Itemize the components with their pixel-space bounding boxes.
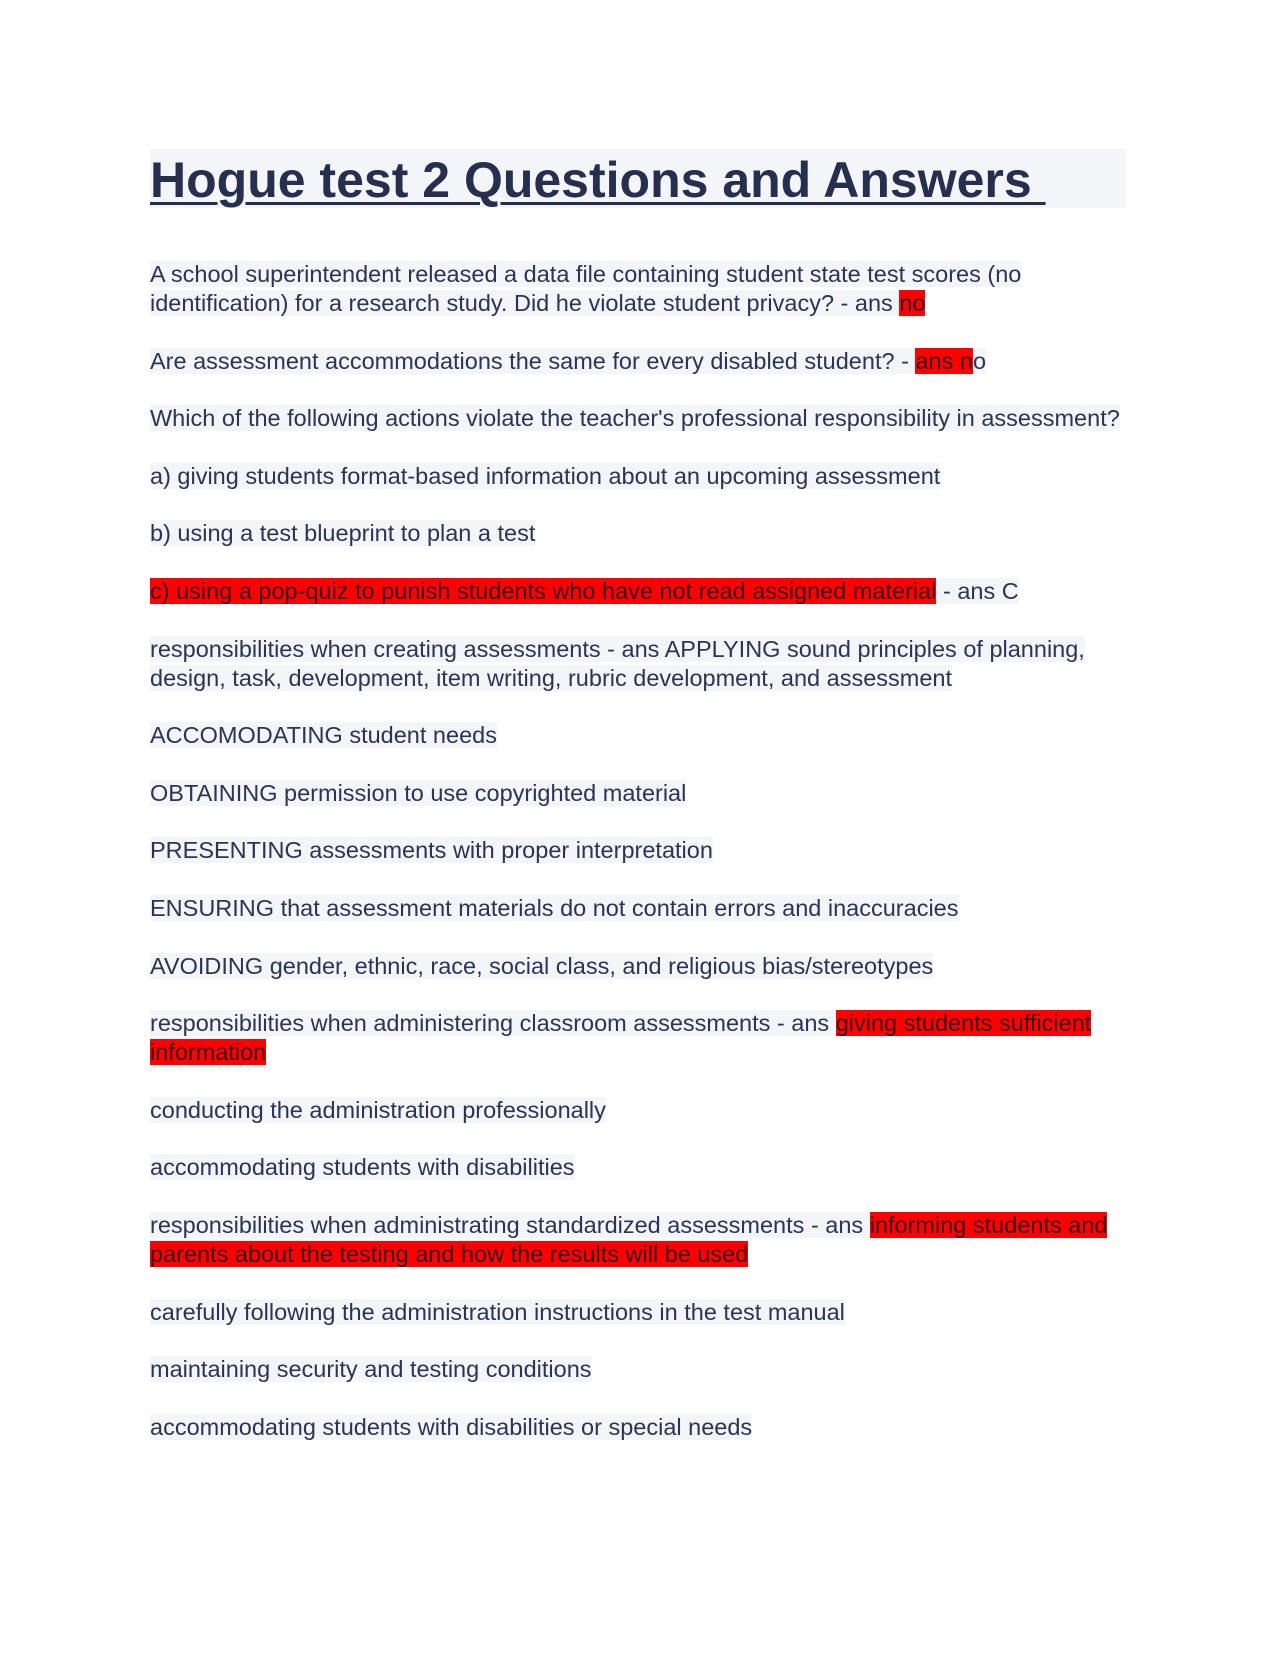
list-item (150, 1096, 1130, 1125)
list-item-text: carefully following the administration instructions in the test manual (150, 1298, 845, 1325)
question-privacy (150, 260, 1130, 318)
list-item (150, 1153, 1130, 1182)
list-item-text: conducting the administration professionally (150, 1096, 606, 1123)
question-administrating-standardized (150, 1211, 1130, 1269)
option-text: b) using a test blueprint to plan a test (150, 520, 536, 547)
question-text: Which of the following actions violate the teacher's professional responsibility in assessment? (150, 405, 1120, 432)
list-item (150, 1355, 1130, 1384)
answer-text: - ans C (936, 577, 1019, 604)
question-professional-responsibility (150, 404, 1130, 433)
list-item (150, 952, 1130, 981)
answer-highlight: no (899, 290, 926, 316)
question-accommodations (150, 347, 1130, 376)
document-title: Hogue test 2 Questions and Answers (150, 152, 1046, 208)
list-item (150, 894, 1130, 923)
answer-rest: o (972, 347, 987, 374)
list-item-text: AVOIDING gender, ethnic, race, social class, and religious bias/stereotypes (150, 952, 934, 979)
answer-highlight: ans n (915, 347, 973, 374)
list-item (150, 1413, 1130, 1442)
list-item (150, 779, 1130, 808)
document-body (150, 260, 1130, 1470)
list-item-text: accommodating students with disabilities (150, 1154, 575, 1181)
question-text: responsibilities when administrating standardized assessments - ans (150, 1211, 870, 1238)
list-item-text: ENSURING that assessment materials do not contain errors and inaccuracies (150, 894, 959, 921)
question-creating-assessments (150, 635, 1130, 693)
option-c (150, 577, 1130, 606)
question-text: A school superintendent released a data file containing student state test scores (no identification) for a research study. Did he violate student privacy? - ans (150, 261, 1022, 316)
question-text: Are assessment accommodations the same for every disabled student? - (150, 347, 916, 374)
list-item-text: accommodating students with disabilities or special needs (150, 1413, 753, 1440)
list-item-text: maintaining security and testing conditions (150, 1356, 592, 1383)
answer-highlight: informing students and parents about the testing and how the results will be used (150, 1211, 1108, 1267)
list-item-text: PRESENTING assessments with proper interpretation (150, 837, 713, 864)
option-b (150, 519, 1130, 548)
list-item-text: OBTAINING permission to use copyrighted material (150, 779, 687, 806)
list-item (150, 721, 1130, 750)
option-a (150, 462, 1130, 491)
list-item-text: ACCOMODATING student needs (150, 722, 497, 749)
list-item (150, 836, 1130, 865)
answer-highlight: giving students sufficient information (150, 1010, 1092, 1066)
option-highlight: c) using a pop-quiz to punish students who have not read assigned material (150, 577, 937, 604)
option-text: a) giving students format-based information about an upcoming assessment (150, 462, 941, 489)
question-text: responsibilities when administering classroom assessments - ans (150, 1010, 836, 1037)
question-text: responsibilities when creating assessments - ans APPLYING sound principles of planning, design, task, development, item writing, rubric development, and assessment (150, 635, 1085, 691)
list-item (150, 1298, 1130, 1327)
question-administering-classroom (150, 1009, 1130, 1067)
